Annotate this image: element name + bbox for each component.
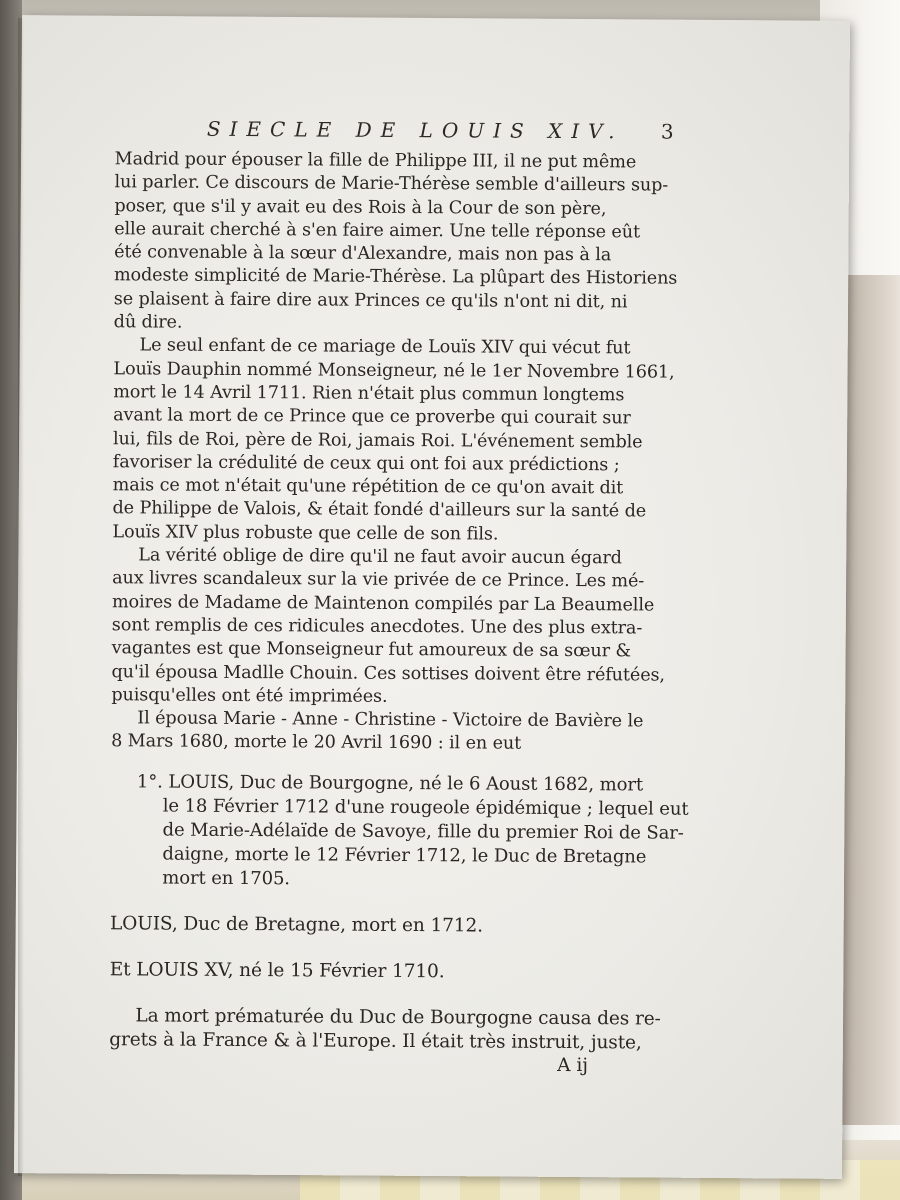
text-line: vagantes est que Monseigneur fut amoureux de sa sœur & — [111, 638, 632, 662]
text-line: de Philippe de Valois, & était fondé d'ailleurs sur la santé de — [112, 498, 647, 522]
text-line: La vérité oblige de dire qu'il ne faut avoir aucun égard — [138, 545, 622, 569]
text-line: Louïs Dauphin nommé Monseigneur, né le 1er Novembre 1661, — [113, 358, 675, 383]
text-line: se plaisent à faire dire aux Princes ce qu'ils n'ont ni dit, ni — [113, 289, 628, 313]
text-line: elle aurait cherché à s'en faire aimer. Une telle réponse eût — [114, 219, 641, 243]
text-line: puisqu'elles ont été imprimées. — [111, 685, 388, 707]
text-line: poser, que s'il y avait eu des Rois à la Cour de son père, — [114, 195, 607, 219]
text-line: 8 Mars 1680, morte le 20 Avril 1690 : il en eut — [111, 731, 522, 755]
page-binding-shadow — [18, 18, 24, 1176]
paragraph-3 — [111, 544, 697, 711]
paragraph-2 — [112, 335, 698, 548]
text-line: été convenable à la sœur d'Alexandre, mais non pas à la — [114, 242, 612, 266]
text-line: mais ce mot n'était qu'une répétition de ce qu'on avait dit — [112, 475, 624, 499]
text-line: lui, fils de Roi, père de Roi, jamais Roi. L'événement semble — [112, 428, 643, 453]
child-entry-3: Et LOUIS XV, né le 15 Février 1710. — [109, 958, 445, 982]
text-line: sont remplis de ces ridicules anecdotes. Une des plus extra- — [111, 615, 643, 639]
text-line: mort en 1705. — [162, 867, 291, 890]
text-line: qu'il épousa Madlle Chouin. Ces sottises doivent être réfutées, — [111, 661, 666, 686]
text-line: avant la mort de ce Prince que ce proverbe qui courait sur — [113, 405, 631, 429]
text-line: favoriser la crédulité de ceux qui ont foi aux prédictions ; — [112, 452, 620, 476]
text-line: Le seul enfant de ce mariage de Louïs XIV qui vécut fut — [139, 335, 631, 359]
signature-text: A ij — [557, 1054, 589, 1076]
page-text — [109, 116, 700, 1081]
running-title: SIECLE DE LOUIS XIV. — [206, 116, 624, 144]
running-head — [115, 116, 700, 150]
paragraph-1 — [114, 148, 700, 338]
text-line: daigne, morte le 12 Février 1712, le Duc de Bretagne — [162, 843, 647, 868]
text-line: Madrid pour épouser la fille de Philippe III, il ne put même — [114, 149, 637, 173]
child-entry-1 — [110, 770, 696, 894]
text-line: le 18 Février 1712 d'une rougeole épidémique ; lequel eut — [162, 795, 689, 820]
paragraph-4 — [111, 707, 696, 757]
text-line: moires de Madame de Maintenon compilés par La Beaumelle — [111, 591, 655, 616]
text-line: modeste simplicité de Marie-Thérèse. La plûpart des Historiens — [113, 265, 678, 290]
children-list — [110, 770, 696, 894]
text-line: Louïs XIV plus robuste que celle de son fils. — [112, 521, 499, 545]
page-number: 3 — [660, 119, 674, 144]
text-line: grets à la France & à l'Europe. Il était très instruit, juste, — [109, 1028, 642, 1054]
text-line: La mort prématurée du Duc de Bourgogne causa des re- — [135, 1005, 661, 1030]
signature-mark — [109, 1052, 694, 1082]
text-line: lui parler. Ce discours de Marie-Thérèse semble d'ailleurs sup- — [114, 172, 669, 196]
text-line: Il épousa Marie - Anne - Christine - Victoire de Bavière le — [137, 708, 644, 732]
child-entry-2: LOUIS, Duc de Bretagne, mort en 1712. — [109, 912, 484, 937]
text-line: de Marie-Adélaïde de Savoye, fille du premier Roi de Sar- — [162, 819, 684, 844]
text-line: mort le 14 Avril 1711. Rien n'était plus commun longtems — [113, 382, 625, 406]
closing-paragraph — [109, 1004, 694, 1056]
text-line: 1°. LOUIS, Duc de Bourgogne, né le 6 Aoust 1682, mort — [136, 771, 644, 796]
text-line: dû dire. — [113, 312, 183, 333]
text-line: aux livres scandaleux sur la vie privée de ce Prince. Les mé- — [112, 568, 645, 592]
